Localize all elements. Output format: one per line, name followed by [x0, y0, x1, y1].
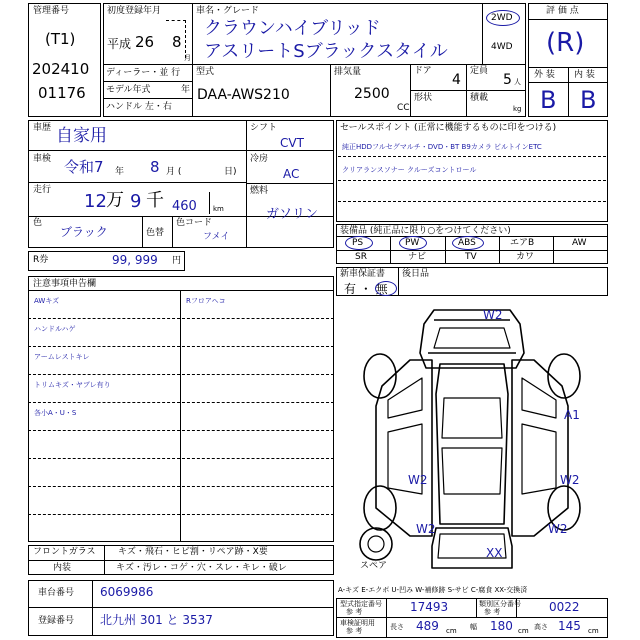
- mark-w2-bl: W2: [416, 522, 436, 536]
- color-code-value: フメイ: [203, 232, 230, 242]
- shift-value: CVT: [280, 136, 304, 150]
- frame-value: 6069986: [100, 585, 154, 599]
- equip-airbag: エアB: [510, 238, 535, 248]
- fuel-label: 燃料: [250, 186, 269, 196]
- first-reg-month: 8: [172, 33, 182, 51]
- sales-points-line2: クリアランスソナー クルーズコントロール: [342, 166, 477, 174]
- height-value: 145: [558, 619, 581, 633]
- type-value: 17493: [410, 600, 449, 614]
- receipt-label: 後日品: [402, 269, 430, 279]
- mgmt-no-line1: 202410: [32, 60, 90, 78]
- cooler-label: 冷房: [250, 154, 269, 164]
- len-unit: cm: [446, 627, 457, 635]
- equip-sr: SR: [355, 252, 367, 262]
- warranty-label: 新車保証書: [340, 269, 386, 279]
- eval-label: 評 価 点: [546, 6, 579, 16]
- shape-label: 形状: [414, 93, 433, 103]
- warranty-value: 有 ・ 無: [344, 282, 388, 296]
- notes-divider: [28, 458, 334, 459]
- notes-divider: [28, 318, 334, 319]
- front-glass-value: キズ・飛石・ヒビ割・リペア跡・X要: [118, 547, 268, 557]
- equip-tv: TV: [465, 252, 477, 262]
- note-left-item: アームレストキレ: [34, 353, 90, 361]
- handle-label: ハンドル 左・右: [106, 102, 172, 112]
- eval-grade: (R): [546, 28, 585, 58]
- r-ken-label: R券: [33, 255, 49, 265]
- displacement-label: 排気量: [334, 67, 362, 77]
- equip-pw: PW: [405, 238, 420, 248]
- first-reg-month-unit: 月: [184, 54, 191, 62]
- car-damage-diagram: [336, 298, 608, 588]
- front-glass-label: フロントガラス: [33, 547, 96, 557]
- first-reg-year: 26: [135, 33, 155, 51]
- class-value: 0022: [549, 600, 580, 614]
- note-left-item: 各小A・U・S: [34, 409, 77, 417]
- capacity-label: 定員: [470, 66, 489, 76]
- int-grade: B: [580, 86, 597, 114]
- equip-ps: PS: [352, 238, 364, 248]
- mark-a1: A1: [564, 408, 580, 422]
- width-value: 180: [490, 619, 513, 633]
- inspection-label: 車検: [33, 154, 52, 164]
- warranty-none-circle: [375, 281, 397, 296]
- mileage-12: 12: [84, 191, 107, 212]
- damage-legend: A-キズ E-エクボ U-凹み W-補修跡 S-サビ C-腐食 XX-交換済: [338, 586, 528, 594]
- type-label: 型式指定番号: [340, 600, 382, 608]
- carname-line2: アスリートSブラックスタイル: [204, 41, 448, 62]
- model-year-label: モデル年式: [106, 85, 151, 95]
- mark-w2-top: W2: [483, 308, 503, 322]
- spare-label: スペア: [360, 561, 388, 571]
- note-left-item: ハンドルハゲ: [34, 325, 76, 333]
- notes-divider: [28, 430, 334, 431]
- mileage-label: 走行: [33, 185, 52, 195]
- plate-label: 登録番号: [38, 616, 75, 626]
- color-code-label: 色コード: [176, 218, 213, 228]
- inspection-day-unit: 日): [224, 167, 237, 177]
- ext-label: 外 装: [534, 70, 555, 80]
- mileage-9: 9: [130, 191, 142, 212]
- usage-value: 自家用: [56, 126, 107, 146]
- displacement-value: 2500: [354, 86, 390, 102]
- equip-aw: AW: [572, 238, 587, 248]
- car-outline-right: [512, 360, 568, 536]
- drive-4wd: 4WD: [491, 42, 513, 52]
- inspection-month: 8: [150, 158, 160, 176]
- capacity-unit: 人: [514, 78, 521, 86]
- mgmt-no-label: 管理番号: [33, 6, 70, 16]
- door-label: ドア: [414, 66, 432, 76]
- color-value: ブラック: [60, 225, 108, 239]
- equip-navi: ナビ: [408, 252, 427, 262]
- car-outline-center: [436, 364, 508, 524]
- mark-w2-left: W2: [408, 473, 428, 487]
- frame-label: 車台番号: [38, 588, 75, 598]
- dealer-label: ディーラー・並 行: [106, 68, 181, 78]
- mark-xx: XX: [486, 546, 503, 560]
- sales-points-label: セールスポイント (正常に機能するものに印をつける): [340, 123, 557, 133]
- drive-2wd: 2WD: [491, 13, 513, 23]
- mileage-rest: 460: [172, 199, 197, 214]
- equip-abs: ABS: [458, 238, 476, 248]
- equip-ps-circle: [345, 236, 373, 250]
- load-unit: kg: [513, 105, 522, 113]
- note-left-item: トリムキズ・ヤブレ有り: [34, 381, 111, 389]
- interior-label: 内装: [53, 563, 72, 573]
- notes-divider: [28, 374, 334, 375]
- car-outline-top: [420, 310, 524, 368]
- equip-leather: カワ: [516, 252, 535, 262]
- mileage-sen: 千: [146, 190, 164, 211]
- mgmt-code: (T1): [45, 30, 76, 48]
- note-right-item: Rフロアヘコ: [186, 297, 226, 305]
- cooler-value: AC: [283, 167, 300, 181]
- first-reg-era: 平成: [107, 37, 132, 51]
- notes-divider: [28, 346, 334, 347]
- width-prefix: 幅: [470, 623, 477, 631]
- sales-points-line1: 純正HDDフルセグマルチ・DVD・BT B9カメラ ビルトインETC: [342, 143, 542, 151]
- r-ken-unit: 円: [172, 256, 182, 266]
- len-label: 車検証明用: [340, 619, 375, 627]
- carname-line1: クラウンハイブリッド: [204, 18, 381, 39]
- shift-label: シフト: [250, 123, 278, 133]
- model-value: DAA-AWS210: [197, 87, 290, 103]
- first-reg-label: 初度登録年月: [107, 6, 162, 16]
- type-note: 参 考: [346, 608, 363, 616]
- door-value: 4: [452, 72, 461, 88]
- capacity-value: 5: [503, 72, 512, 88]
- len-value: 489: [416, 619, 439, 633]
- notes-divider: [28, 402, 334, 403]
- mark-w2-br: W2: [548, 522, 568, 536]
- height-unit: cm: [588, 627, 599, 635]
- notes-divider: [28, 486, 334, 487]
- len-note: 参 考: [346, 627, 363, 635]
- r-ken-value: 99, 999: [112, 253, 158, 267]
- inspection-month-unit: 月 (: [166, 167, 182, 177]
- note-left-item: AWキズ: [34, 297, 60, 305]
- mileage-unit: km: [213, 205, 224, 213]
- notes-divider: [28, 514, 334, 515]
- carname-label: 車名・グレード: [196, 6, 260, 16]
- color-change-label: 色替: [146, 228, 165, 238]
- car-outline-left: [376, 360, 432, 536]
- ext-grade: B: [540, 86, 557, 114]
- equip-pw-circle: [399, 236, 427, 250]
- mark-w2-right: W2: [560, 473, 580, 487]
- mgmt-no-line2: 01176: [38, 84, 86, 102]
- inspection-era: 令和7: [64, 158, 104, 176]
- notes-label: 注意事項申告欄: [33, 279, 97, 289]
- interior-value: キズ・汚レ・コゲ・穴・スレ・キレ・破レ: [116, 563, 287, 573]
- int-label: 内 装: [574, 70, 595, 80]
- fuel-value: ガソリン: [266, 207, 319, 222]
- width-unit: cm: [518, 627, 529, 635]
- usage-label: 車歴: [33, 123, 52, 133]
- load-label: 積載: [470, 93, 489, 103]
- height-prefix: 高さ: [534, 623, 548, 631]
- plate-value: 北九州 301 と 3537: [100, 613, 213, 627]
- model-year-unit: 年: [181, 85, 191, 95]
- inspection-year-unit: 年: [115, 167, 125, 177]
- color-label: 色: [33, 218, 43, 228]
- class-note: 参 考: [484, 608, 501, 616]
- len-prefix: 長さ: [390, 623, 404, 631]
- mileage-man: 万: [106, 190, 124, 211]
- model-label: 型式: [196, 67, 215, 77]
- equipment-label: 装備品 (純正品に限り○をつけてください): [340, 226, 511, 236]
- r-ken-box: [28, 251, 185, 271]
- equip-abs-circle: [452, 236, 484, 250]
- class-label: 類別区分番号: [479, 600, 521, 608]
- displacement-unit: CC: [397, 103, 410, 113]
